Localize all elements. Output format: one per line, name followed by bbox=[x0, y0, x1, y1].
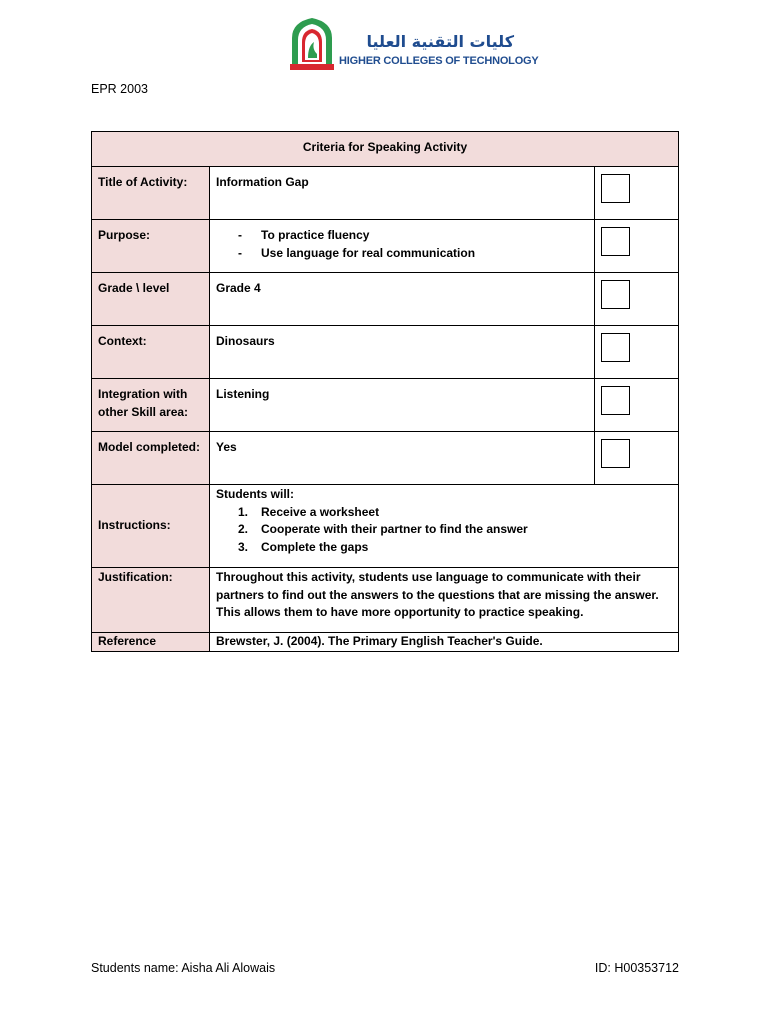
context-label: Context: bbox=[92, 326, 210, 379]
speaking-criteria-table bbox=[91, 131, 679, 652]
grade-checkbox[interactable] bbox=[601, 280, 630, 309]
checkbox-cell bbox=[595, 432, 679, 485]
table-title: Criteria for Speaking Activity bbox=[92, 132, 679, 167]
table-row bbox=[92, 326, 679, 379]
integration-checkbox[interactable] bbox=[601, 386, 630, 415]
context-checkbox[interactable] bbox=[601, 333, 630, 362]
reference-label: Reference bbox=[92, 633, 210, 652]
table-row bbox=[92, 633, 679, 652]
checkbox-cell bbox=[595, 326, 679, 379]
logo-english-text: HIGHER COLLEGES OF TECHNOLOGY bbox=[339, 55, 539, 67]
instructions-label: Instructions: bbox=[92, 485, 210, 568]
table-row bbox=[92, 273, 679, 326]
justification-value: Throughout this activity, students use language to communicate with their partners to find out the answers to the questions that are missing the answer. This allows them to have more opportunity to practice speaking. bbox=[210, 568, 679, 633]
title-of-activity-label: Title of Activity: bbox=[92, 167, 210, 220]
list-item: 1. Receive a worksheet bbox=[238, 504, 380, 519]
course-code: EPR 2003 bbox=[91, 82, 148, 96]
integration-value: Listening bbox=[210, 379, 595, 432]
model-checkbox[interactable] bbox=[601, 439, 630, 468]
context-value: Dinosaurs bbox=[210, 326, 595, 379]
integration-label: Integration with other Skill area: bbox=[92, 379, 210, 432]
instructions-intro: Students will: bbox=[216, 487, 294, 501]
logo-arabic-text: كليات التقنية العليا bbox=[366, 32, 514, 51]
table-row bbox=[92, 379, 679, 432]
hct-emblem-icon bbox=[290, 16, 334, 70]
list-item: - To practice fluency bbox=[238, 228, 370, 242]
reference-value: Brewster, J. (2004). The Primary English Teacher's Guide. bbox=[210, 633, 679, 652]
checkbox-cell bbox=[595, 273, 679, 326]
purpose-label: Purpose: bbox=[92, 220, 210, 273]
instructions-value bbox=[210, 485, 679, 568]
model-label: Model completed: bbox=[92, 432, 210, 485]
list-item: 2. Cooperate with their partner to find the answer bbox=[238, 522, 528, 536]
justification-label: Justification: bbox=[92, 568, 210, 633]
list-item: 3. Complete the gaps bbox=[238, 539, 369, 554]
checkbox-cell bbox=[595, 167, 679, 220]
list-item: - Use language for real communication bbox=[238, 245, 476, 260]
student-id: ID: H00353712 bbox=[594, 961, 679, 975]
hct-logo bbox=[290, 16, 539, 70]
table-row bbox=[92, 432, 679, 485]
checkbox-cell bbox=[595, 220, 679, 273]
grade-value: Grade 4 bbox=[210, 273, 595, 326]
purpose-value bbox=[210, 220, 595, 273]
checkbox-cell bbox=[595, 379, 679, 432]
title-checkbox[interactable] bbox=[601, 174, 630, 203]
title-of-activity-value: Information Gap bbox=[210, 167, 595, 220]
table-row bbox=[92, 568, 679, 633]
instructions-steps bbox=[216, 504, 672, 557]
student-name: Students name: Aisha Ali Alowais bbox=[91, 961, 276, 975]
purpose-list bbox=[216, 227, 588, 262]
table-row bbox=[92, 167, 679, 220]
purpose-checkbox[interactable] bbox=[601, 227, 630, 256]
grade-label: Grade \ level bbox=[92, 273, 210, 326]
model-value: Yes bbox=[210, 432, 595, 485]
table-row bbox=[92, 485, 679, 568]
table-row bbox=[92, 220, 679, 273]
